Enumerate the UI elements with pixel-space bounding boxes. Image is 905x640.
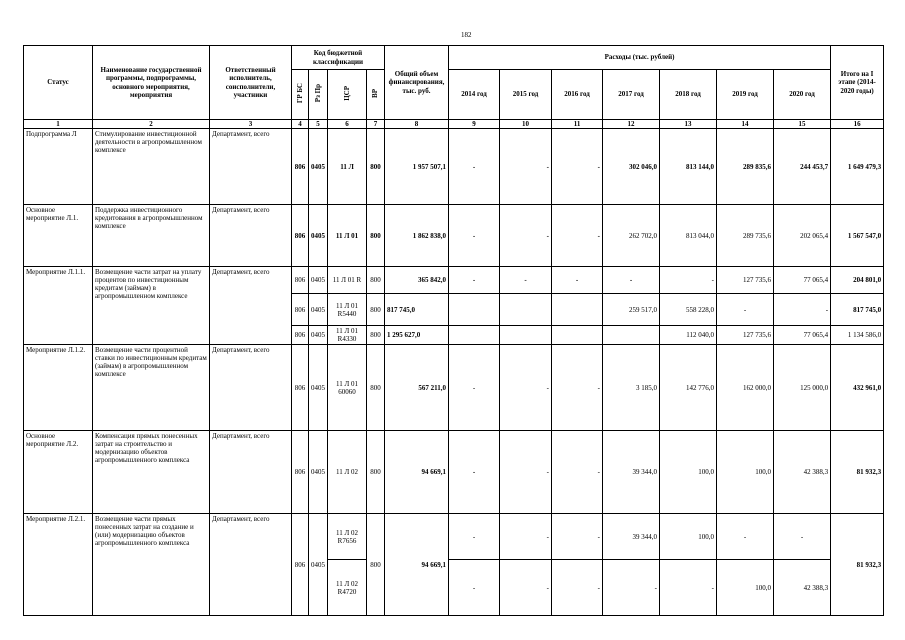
year-cell: 39 344,0 bbox=[603, 514, 660, 560]
year-cell: - bbox=[449, 345, 500, 431]
column-number: 10 bbox=[500, 120, 552, 129]
grbs-cell: 806 bbox=[292, 514, 309, 616]
year-cell bbox=[603, 326, 660, 345]
table-row bbox=[24, 205, 884, 267]
vr-cell: 800 bbox=[367, 267, 385, 294]
header-year: 2015 год bbox=[500, 70, 552, 120]
year-cell: - bbox=[552, 345, 603, 431]
total-cell: 567 211,0 bbox=[385, 345, 449, 431]
header-year: 2020 год bbox=[774, 70, 831, 120]
vr-cell: 800 bbox=[367, 205, 385, 267]
year-cell: 244 453,7 bbox=[774, 129, 831, 205]
year-cell: 202 065,4 bbox=[774, 205, 831, 267]
header-status: Статус bbox=[24, 46, 93, 120]
year-cell: - bbox=[552, 267, 603, 294]
year-cell: - bbox=[603, 560, 660, 616]
year-cell: - bbox=[449, 560, 500, 616]
responsible-cell: Департамент, всего bbox=[210, 514, 292, 616]
grbs-cell: 806 bbox=[292, 205, 309, 267]
total-cell: 817 745,0 bbox=[385, 294, 449, 326]
stage-total-cell: 204 801,0 bbox=[831, 267, 884, 294]
csr-cell: 11 Л 02 bbox=[328, 431, 367, 514]
rzpr-cell: 0405 bbox=[309, 326, 328, 345]
year-cell: - bbox=[500, 514, 552, 560]
vr-cell: 800 bbox=[367, 129, 385, 205]
column-number: 15 bbox=[774, 120, 831, 129]
year-cell: - bbox=[449, 267, 500, 294]
year-cell: 125 000,0 bbox=[774, 345, 831, 431]
table-row bbox=[24, 267, 884, 294]
stage-total-cell: 1 567 547,0 bbox=[831, 205, 884, 267]
year-cell: - bbox=[552, 431, 603, 514]
responsible-cell: Департамент, всего bbox=[210, 205, 292, 267]
year-cell: - bbox=[717, 514, 774, 560]
column-number: 5 bbox=[309, 120, 328, 129]
header-year: 2018 год bbox=[660, 70, 717, 120]
year-cell: 127 735,6 bbox=[717, 267, 774, 294]
header-total-volume: Общий объем финансирования, тыс. руб. bbox=[385, 46, 449, 120]
year-cell: 77 065,4 bbox=[774, 326, 831, 345]
responsible-cell: Департамент, всего bbox=[210, 345, 292, 431]
column-number: 7 bbox=[367, 120, 385, 129]
year-cell: - bbox=[500, 560, 552, 616]
column-number: 16 bbox=[831, 120, 884, 129]
year-cell: 127 735,6 bbox=[717, 326, 774, 345]
year-cell bbox=[500, 326, 552, 345]
year-cell: - bbox=[774, 514, 831, 560]
year-cell: 39 344,0 bbox=[603, 431, 660, 514]
year-cell: 3 185,0 bbox=[603, 345, 660, 431]
grbs-cell: 806 bbox=[292, 431, 309, 514]
year-cell: 42 388,3 bbox=[774, 560, 831, 616]
csr-cell: 11 Л 01 60060 bbox=[328, 345, 367, 431]
rzpr-cell: 0405 bbox=[309, 514, 328, 616]
status-cell: Мероприятие Л.1.1. bbox=[24, 267, 93, 345]
grbs-cell: 806 bbox=[292, 326, 309, 345]
rzpr-cell: 0405 bbox=[309, 205, 328, 267]
stage-total-cell: 81 932,3 bbox=[831, 514, 884, 616]
table-row bbox=[24, 129, 884, 205]
grbs-cell: 806 bbox=[292, 294, 309, 326]
csr-cell: 11 Л bbox=[328, 129, 367, 205]
stage-total-cell: 1 134 586,0 bbox=[831, 326, 884, 345]
table-row bbox=[24, 345, 884, 431]
year-cell: 558 228,0 bbox=[660, 294, 717, 326]
column-numbers-row bbox=[24, 120, 884, 129]
year-cell bbox=[500, 294, 552, 326]
year-cell: 100,0 bbox=[660, 514, 717, 560]
vr-cell: 800 bbox=[367, 294, 385, 326]
rzpr-cell: 0405 bbox=[309, 431, 328, 514]
status-cell: Мероприятие Л.2.1. bbox=[24, 514, 93, 616]
grbs-cell: 806 bbox=[292, 129, 309, 205]
csr-cell: 11 Л 01 bbox=[328, 205, 367, 267]
status-cell: Мероприятие Л.1.2. bbox=[24, 345, 93, 431]
column-number: 3 bbox=[210, 120, 292, 129]
year-cell: 100,0 bbox=[717, 431, 774, 514]
total-cell: 94 669,1 bbox=[385, 431, 449, 514]
column-number: 9 bbox=[449, 120, 500, 129]
year-cell bbox=[552, 294, 603, 326]
table-row bbox=[24, 514, 884, 560]
year-cell: - bbox=[449, 205, 500, 267]
year-cell: 77 065,4 bbox=[774, 267, 831, 294]
stage-total-cell: 1 649 479,3 bbox=[831, 129, 884, 205]
year-cell: - bbox=[660, 267, 717, 294]
header-expenses: Расходы (тыс. рублей) bbox=[449, 46, 831, 70]
stage-total-cell: 817 745,0 bbox=[831, 294, 884, 326]
stage-total-cell: 432 961,0 bbox=[831, 345, 884, 431]
column-number: 14 bbox=[717, 120, 774, 129]
grbs-cell: 806 bbox=[292, 345, 309, 431]
year-cell: - bbox=[717, 294, 774, 326]
header-program-name: Наименование государственной программы, подпрограммы, основного мероприятия, мероприятия bbox=[93, 46, 210, 120]
header-year: 2017 год bbox=[603, 70, 660, 120]
name-cell: Возмещение части прямых понесенных затрат на создание и (или) модернизацию объектов агропромышленного комплекса bbox=[93, 514, 210, 616]
status-cell: Основное мероприятие Л.1. bbox=[24, 205, 93, 267]
year-cell: 813 044,0 bbox=[660, 205, 717, 267]
csr-cell: 11 Л 02 R4720 bbox=[328, 560, 367, 616]
rzpr-cell: 0405 bbox=[309, 267, 328, 294]
year-cell: - bbox=[774, 294, 831, 326]
column-number: 1 bbox=[24, 120, 93, 129]
header-stage-total: Итого на I этапе (2014-2020 годы) bbox=[831, 46, 884, 120]
name-cell: Возмещение части процентной ставки по инвестиционным кредитам (займам) в агропромышленном комплексе bbox=[93, 345, 210, 431]
rzpr-cell: 0405 bbox=[309, 129, 328, 205]
column-number: 11 bbox=[552, 120, 603, 129]
year-cell bbox=[552, 326, 603, 345]
column-number: 4 bbox=[292, 120, 309, 129]
vr-cell: 800 bbox=[367, 514, 385, 616]
year-cell: - bbox=[500, 267, 552, 294]
year-cell: - bbox=[500, 431, 552, 514]
year-cell: - bbox=[552, 205, 603, 267]
status-cell: Основное мероприятие Л.2. bbox=[24, 431, 93, 514]
table-row bbox=[24, 431, 884, 514]
year-cell: 112 040,0 bbox=[660, 326, 717, 345]
year-cell: 289 835,6 bbox=[717, 129, 774, 205]
column-number: 12 bbox=[603, 120, 660, 129]
stage-total-cell: 81 932,3 bbox=[831, 431, 884, 514]
name-cell: Поддержка инвестиционного кредитования в агропромышленном комплексе bbox=[93, 205, 210, 267]
column-number: 6 bbox=[328, 120, 367, 129]
responsible-cell: Департамент, всего bbox=[210, 267, 292, 345]
vr-cell: 800 bbox=[367, 345, 385, 431]
year-cell: - bbox=[449, 514, 500, 560]
responsible-cell: Департамент, всего bbox=[210, 129, 292, 205]
year-cell: 142 776,0 bbox=[660, 345, 717, 431]
year-cell: - bbox=[500, 129, 552, 205]
year-cell: - bbox=[660, 560, 717, 616]
csr-cell: 11 Л 01 R bbox=[328, 267, 367, 294]
year-cell: 100,0 bbox=[660, 431, 717, 514]
header-budget-code: Код бюджетной классификации bbox=[292, 46, 385, 70]
total-cell: 1 295 627,0 bbox=[385, 326, 449, 345]
vr-cell: 800 bbox=[367, 326, 385, 345]
total-cell: 1 862 838,0 bbox=[385, 205, 449, 267]
year-cell: - bbox=[552, 129, 603, 205]
header-rzpr: Рз Пр bbox=[309, 70, 328, 120]
responsible-cell: Департамент, всего bbox=[210, 431, 292, 514]
year-cell bbox=[449, 326, 500, 345]
year-cell: 302 046,0 bbox=[603, 129, 660, 205]
year-cell: - bbox=[449, 431, 500, 514]
year-cell: 259 517,0 bbox=[603, 294, 660, 326]
csr-cell: 11 Л 01 R4330 bbox=[328, 326, 367, 345]
name-cell: Компенсация прямых понесенных затрат на строительство и модернизацию объектов агропромышленного комплекса bbox=[93, 431, 210, 514]
grbs-cell: 806 bbox=[292, 267, 309, 294]
budget-table bbox=[23, 45, 884, 616]
total-cell: 365 842,0 bbox=[385, 267, 449, 294]
year-cell: 42 388,3 bbox=[774, 431, 831, 514]
year-cell: 262 702,0 bbox=[603, 205, 660, 267]
year-cell bbox=[449, 294, 500, 326]
name-cell: Стимулирование инвестиционной деятельности в агропромышленном комплексе bbox=[93, 129, 210, 205]
header-year: 2019 год bbox=[717, 70, 774, 120]
csr-cell: 11 Л 01 R5440 bbox=[328, 294, 367, 326]
page-number: 182 bbox=[461, 31, 472, 39]
total-cell: 1 957 507,1 bbox=[385, 129, 449, 205]
header-responsible: Ответственный исполнитель, соисполнители, участники bbox=[210, 46, 292, 120]
year-cell: 162 000,0 bbox=[717, 345, 774, 431]
year-cell: - bbox=[500, 205, 552, 267]
name-cell: Возмещение части затрат на уплату процентов по инвестиционным кредитам (займам) в агропромышленном комплексе bbox=[93, 267, 210, 345]
header-grbs: ГР БС bbox=[292, 70, 309, 120]
column-number: 8 bbox=[385, 120, 449, 129]
year-cell: - bbox=[449, 129, 500, 205]
status-cell: Подпрограмма Л bbox=[24, 129, 93, 205]
column-number: 2 bbox=[93, 120, 210, 129]
column-number: 13 bbox=[660, 120, 717, 129]
year-cell: - bbox=[552, 514, 603, 560]
csr-cell: 11 Л 02 R7656 bbox=[328, 514, 367, 560]
header-year: 2016 год bbox=[552, 70, 603, 120]
year-cell: 100,0 bbox=[717, 560, 774, 616]
year-cell: - bbox=[552, 560, 603, 616]
header-year: 2014 год bbox=[449, 70, 500, 120]
year-cell: - bbox=[500, 345, 552, 431]
vr-cell: 800 bbox=[367, 431, 385, 514]
header-vr: ВР bbox=[367, 70, 385, 120]
header-csr: ЦСР bbox=[328, 70, 367, 120]
year-cell: 813 144,0 bbox=[660, 129, 717, 205]
year-cell: - bbox=[603, 267, 660, 294]
rzpr-cell: 0405 bbox=[309, 345, 328, 431]
rzpr-cell: 0405 bbox=[309, 294, 328, 326]
year-cell: 289 735,6 bbox=[717, 205, 774, 267]
total-cell: 94 669,1 bbox=[385, 514, 449, 616]
